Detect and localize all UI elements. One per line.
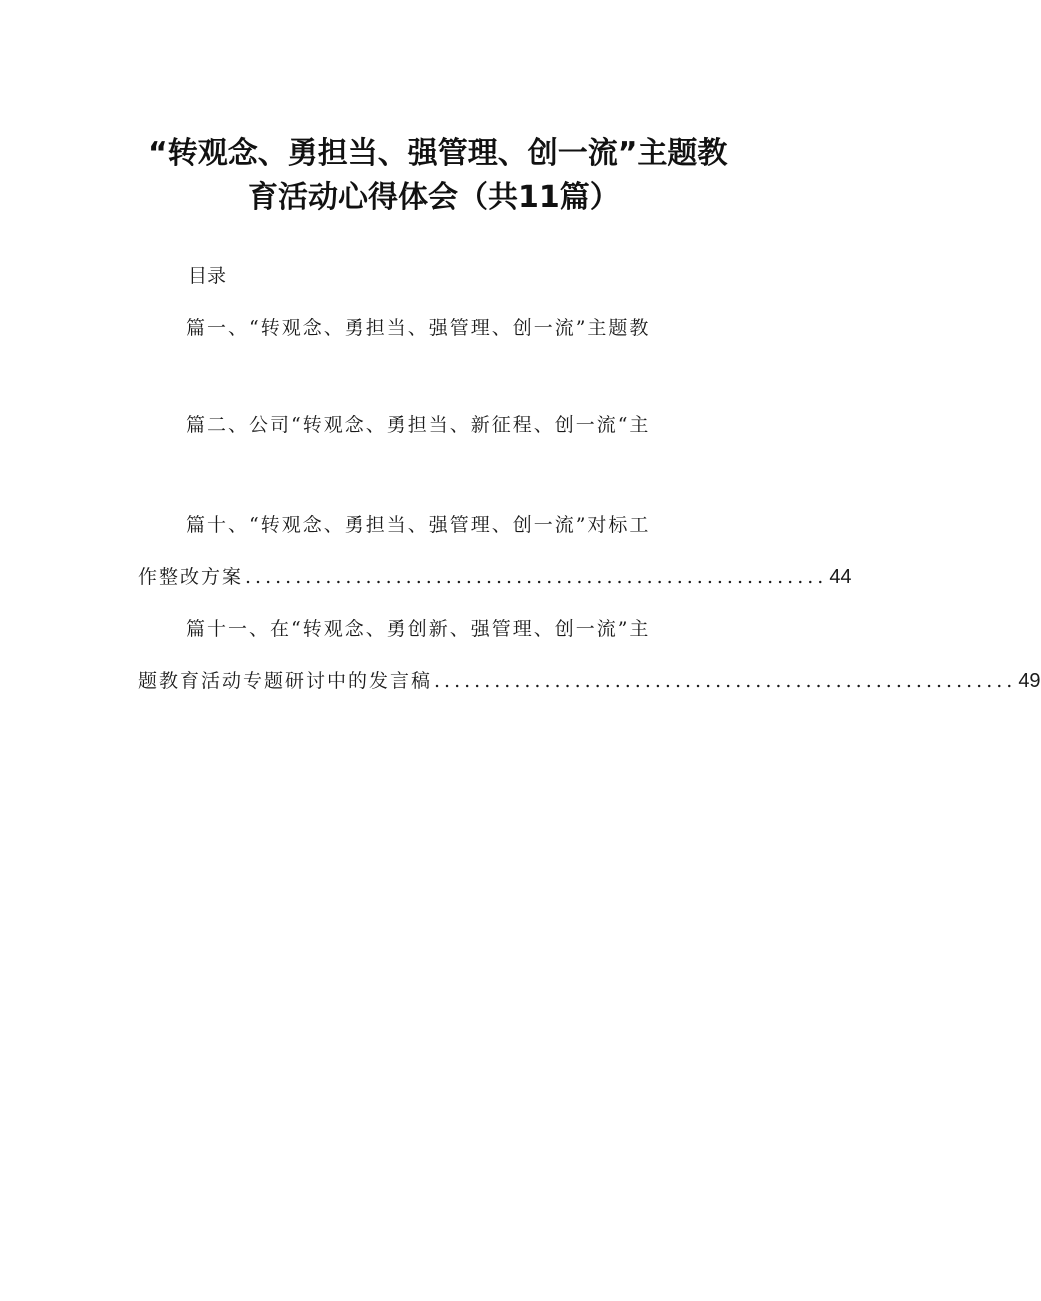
toc-entry-10-leader-line: [138, 562, 852, 592]
toc-entry-10[interactable]: [138, 510, 852, 592]
document-title: [120, 132, 800, 220]
toc-entry-11-text: 篇十一、在“转观念、勇创新、强管理、创一流”主: [186, 618, 651, 640]
toc-entry-11-leader-line: [138, 666, 1041, 696]
toc-heading: 目录: [188, 265, 227, 287]
toc-entry-11[interactable]: [138, 614, 1041, 696]
toc-entry-1-text: 篇一、“转观念、勇担当、强管理、创一流”主题教: [186, 317, 651, 339]
document-title-line2: 育活动心得体会（共11篇）: [248, 180, 620, 215]
toc-entry-10-text: 篇十、“转观念、勇担当、强管理、创一流”对标工: [186, 514, 651, 536]
toc-entry-2-text: 篇二、公司“转观念、勇担当、新征程、创一流“主: [186, 414, 651, 436]
toc-leader-dots: ..........................................................: [434, 670, 1017, 692]
toc-entry-2[interactable]: [138, 410, 762, 440]
document-title-line1: “转观念、勇担当、强管理、创一流”主题教: [148, 136, 728, 171]
toc-entry-10-text-continued: 作整改方案: [138, 566, 244, 588]
toc-entry-1[interactable]: [138, 313, 762, 343]
toc-page-number: 44: [829, 566, 852, 588]
toc-page-number: 49: [1018, 670, 1041, 692]
toc-entry-11-text-continued: 题教育活动专题研讨中的发言稿: [138, 670, 433, 692]
toc-leader-dots: ..........................................................: [245, 566, 828, 588]
